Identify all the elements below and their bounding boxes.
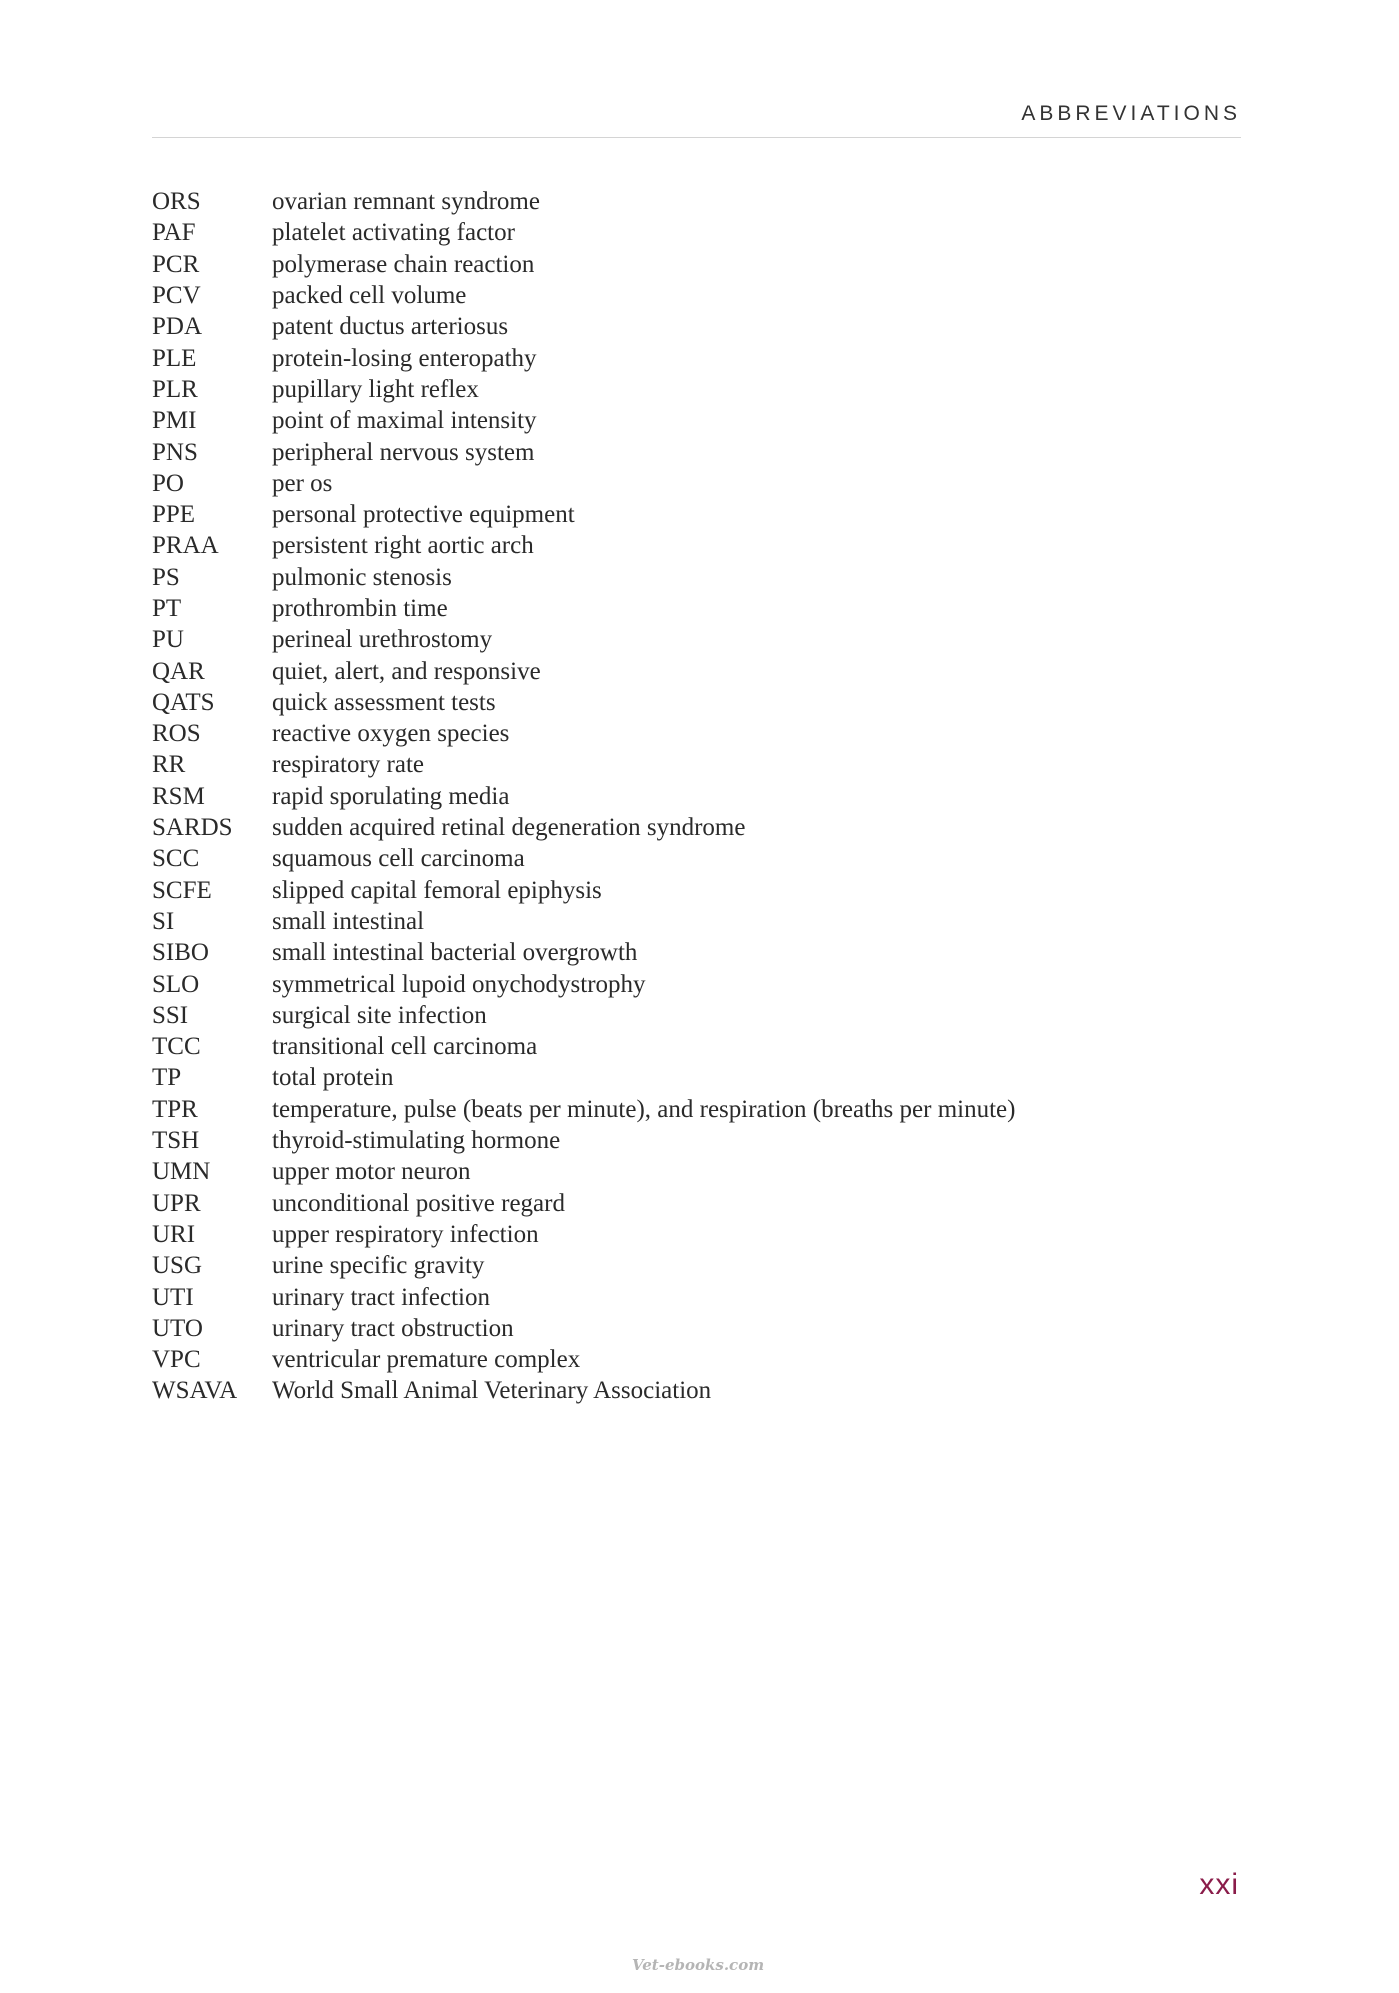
abbreviation-definition: peripheral nervous system: [272, 438, 535, 466]
abbreviation-term: PCV: [152, 282, 201, 310]
abbreviation-row: [152, 937, 1015, 968]
abbreviation-row: [152, 749, 1015, 780]
abbreviation-definition: persistent right aortic arch: [272, 532, 534, 560]
abbreviation-row: [152, 1219, 1015, 1250]
abbreviation-row: [152, 530, 1015, 561]
abbreviation-definition: surgical site infection: [272, 1001, 487, 1029]
abbreviation-term: SSI: [152, 1001, 189, 1029]
abbreviation-row: [152, 1156, 1015, 1187]
abbreviation-row: [152, 249, 1015, 280]
abbreviation-definition: World Small Animal Veterinary Association: [272, 1377, 712, 1405]
abbreviation-row: [152, 1125, 1015, 1156]
abbreviation-term: PAF: [152, 219, 196, 247]
abbreviation-definition: small intestinal bacterial overgrowth: [272, 939, 638, 967]
abbreviation-definition: respiratory rate: [272, 751, 425, 779]
abbreviation-row: [152, 906, 1015, 937]
abbreviation-definition: ovarian remnant syndrome: [272, 188, 540, 216]
abbreviation-definition: total protein: [272, 1064, 394, 1092]
abbreviation-row: [152, 1313, 1015, 1344]
abbreviation-row: [152, 186, 1015, 217]
running-head: ABBREVIATIONS: [1021, 102, 1241, 125]
abbreviation-term: SI: [152, 907, 175, 935]
header-divider: [152, 137, 1241, 138]
abbreviation-definition: temperature, pulse (beats per minute), and respiration (breaths per minute): [272, 1095, 1016, 1123]
abbreviation-definition: point of maximal intensity: [272, 407, 537, 435]
abbreviation-term: TPR: [152, 1095, 198, 1123]
abbreviation-term: PLE: [152, 344, 197, 372]
abbreviation-definition: personal protective equipment: [272, 501, 575, 529]
abbreviation-definition: platelet activating factor: [272, 219, 515, 247]
page-number: xxi: [1199, 1868, 1239, 1901]
abbreviation-definition: transitional cell carcinoma: [272, 1033, 538, 1061]
abbreviation-definition: per os: [272, 469, 333, 497]
abbreviation-row: [152, 436, 1015, 467]
abbreviation-term: PLR: [152, 375, 198, 403]
abbreviation-row: [152, 217, 1015, 248]
abbreviation-row: [152, 655, 1015, 686]
abbreviation-definition: protein-losing enteropathy: [272, 344, 537, 372]
abbreviation-term: TCC: [152, 1033, 201, 1061]
abbreviation-term: SIBO: [152, 939, 209, 967]
abbreviation-definition: upper motor neuron: [272, 1158, 471, 1186]
abbreviation-term: QATS: [152, 688, 215, 716]
abbreviation-row: [152, 499, 1015, 530]
abbreviation-term: UTO: [152, 1314, 203, 1342]
abbreviation-term: SARDS: [152, 814, 233, 842]
abbreviation-term: PO: [152, 469, 184, 497]
abbreviation-term: SCFE: [152, 876, 212, 904]
abbreviation-definition: thyroid-stimulating hormone: [272, 1127, 561, 1155]
abbreviation-term: PPE: [152, 501, 196, 529]
abbreviation-term: PNS: [152, 438, 198, 466]
abbreviation-term: PS: [152, 563, 180, 591]
abbreviation-definition: polymerase chain reaction: [272, 250, 535, 278]
abbreviation-term: SLO: [152, 970, 200, 998]
abbreviation-row: [152, 374, 1015, 405]
abbreviation-term: UTI: [152, 1283, 194, 1311]
abbreviation-term: PRAA: [152, 532, 219, 560]
abbreviation-row: [152, 624, 1015, 655]
abbreviation-row: [152, 843, 1015, 874]
abbreviation-definition: urine specific gravity: [272, 1252, 485, 1280]
abbreviation-row: [152, 280, 1015, 311]
abbreviation-row: [152, 1188, 1015, 1219]
abbreviation-term: RR: [152, 751, 186, 779]
abbreviation-term: URI: [152, 1220, 196, 1248]
abbreviation-row: [152, 405, 1015, 436]
abbreviation-row: [152, 342, 1015, 373]
abbreviation-row: [152, 1250, 1015, 1281]
abbreviation-definition: quiet, alert, and responsive: [272, 657, 541, 685]
abbreviation-term: UPR: [152, 1189, 201, 1217]
abbreviation-definition: reactive oxygen species: [272, 720, 510, 748]
abbreviation-row: [152, 1375, 1015, 1406]
abbreviation-term: QAR: [152, 657, 205, 685]
abbreviation-definition: symmetrical lupoid onychodystrophy: [272, 970, 646, 998]
abbreviation-row: [152, 562, 1015, 593]
abbreviation-term: ROS: [152, 720, 201, 748]
abbreviation-term: SCC: [152, 845, 200, 873]
abbreviation-row: [152, 812, 1015, 843]
abbreviation-definition: quick assessment tests: [272, 688, 496, 716]
abbreviation-term: WSAVA: [152, 1377, 238, 1405]
abbreviation-row: [152, 1281, 1015, 1312]
abbreviation-term: TSH: [152, 1127, 200, 1155]
abbreviation-term: UMN: [152, 1158, 211, 1186]
abbreviation-definition: pulmonic stenosis: [272, 563, 452, 591]
abbreviation-row: [152, 1000, 1015, 1031]
abbreviation-term: ORS: [152, 188, 201, 216]
abbreviation-definition: slipped capital femoral epiphysis: [272, 876, 602, 904]
abbreviation-definition: upper respiratory infection: [272, 1220, 539, 1248]
abbreviation-row: [152, 468, 1015, 499]
abbreviation-row: [152, 687, 1015, 718]
abbreviation-row: [152, 593, 1015, 624]
abbreviation-row: [152, 875, 1015, 906]
abbreviation-term: PCR: [152, 250, 200, 278]
abbreviation-definition: packed cell volume: [272, 282, 467, 310]
abbreviation-definition: sudden acquired retinal degeneration syndrome: [272, 814, 746, 842]
abbreviation-row: [152, 1094, 1015, 1125]
abbreviation-definition: patent ductus arteriosus: [272, 313, 509, 341]
abbreviation-definition: urinary tract infection: [272, 1283, 490, 1311]
abbreviation-row: [152, 718, 1015, 749]
abbreviation-row: [152, 781, 1015, 812]
abbreviation-term: PT: [152, 595, 182, 622]
abbreviation-row: [152, 968, 1015, 999]
abbreviation-definition: unconditional positive regard: [272, 1189, 565, 1217]
abbreviation-term: RSM: [152, 782, 205, 810]
watermark-logo: Vet-ebooks.com: [632, 1956, 765, 1974]
abbreviation-list: [152, 186, 1015, 1407]
abbreviation-definition: ventricular premature complex: [272, 1346, 581, 1374]
abbreviation-row: [152, 1031, 1015, 1062]
abbreviation-term: USG: [152, 1252, 203, 1280]
abbreviation-definition: perineal urethrostomy: [272, 626, 493, 654]
abbreviation-term: PDA: [152, 313, 203, 341]
abbreviation-definition: pupillary light reflex: [272, 375, 479, 403]
abbreviation-definition: small intestinal: [272, 907, 425, 935]
abbreviation-definition: squamous cell carcinoma: [272, 845, 525, 873]
abbreviation-term: TP: [152, 1064, 182, 1092]
abbreviation-term: PMI: [152, 407, 197, 435]
abbreviation-definition: urinary tract obstruction: [272, 1314, 514, 1342]
abbreviation-definition: rapid sporulating media: [272, 782, 510, 810]
abbreviation-row: [152, 311, 1015, 342]
abbreviation-row: [152, 1062, 1015, 1093]
abbreviation-definition: prothrombin time: [272, 595, 448, 622]
abbreviation-term: VPC: [152, 1346, 201, 1374]
abbreviation-row: [152, 1344, 1015, 1375]
abbreviation-term: PU: [152, 626, 184, 654]
